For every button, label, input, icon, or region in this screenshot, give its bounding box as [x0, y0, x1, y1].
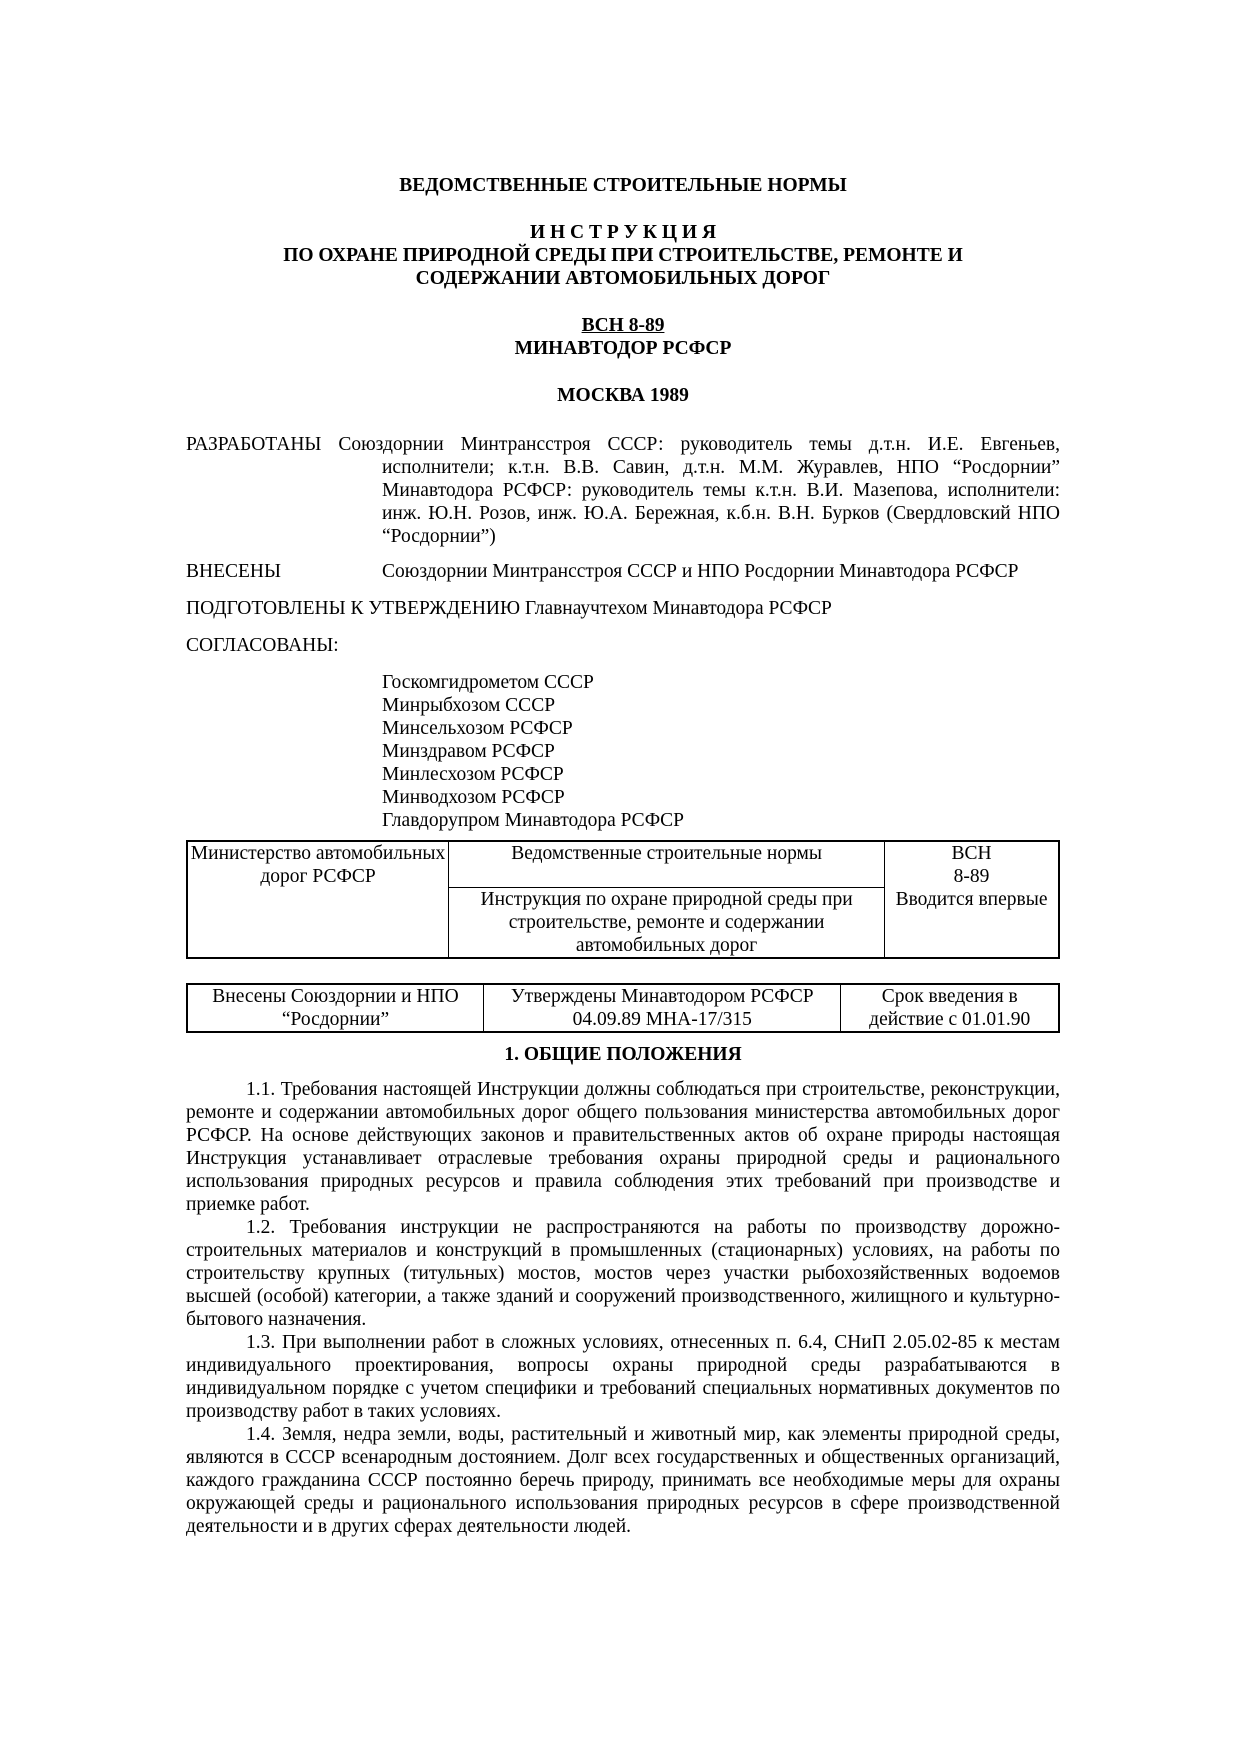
effective-cell: Срок введения в действие с 01.01.90: [841, 984, 1059, 1032]
code-line-2: 8-89: [953, 866, 990, 887]
paragraph: 1.1. Требования настоящей Инструкции должны соблюдаться при строительстве, реконструкции, ремонте и содержании автомобильных дорог общего пользования министерства автомобильных дорог РСФСР. На основе действующих законов и правительственных актов об охране природы настоящая Инструкция устанавливает отраслевые требования охраны природной среды и рационального использования природных ресурсов и правила соблюдения этих требований при производстве и приемке работ.: [186, 1078, 1060, 1215]
developed-text: Союздорнии Минтрансстроя СССР: руководитель темы д.т.н. И.Е. Евгеньев, исполнители; к.т.н. В.В. Савин, д.т.н. М.М. Журавлев, НПО “Росдорнии” Минавтодора РСФСР: руководитель темы к.т.н. В.И. Мазепова, исполнители: инж. Ю.Н. Розов, инж. Ю.А. Бережная, к.б.н. В.Н. Бурков (Свердловский НПО “Росдорнии”): [338, 434, 1061, 547]
prepared-text: ПОДГОТОВЛЕНЫ К УТВЕРЖДЕНИЮ Главнаучтехом Минавтодора РСФСР: [186, 598, 832, 619]
list-item: Главдорупром Минавтодора РСФСР: [382, 810, 684, 831]
approved-line-2: 04.09.89 МНА-17/315: [572, 1008, 752, 1030]
paragraph: 1.3. При выполнении работ в сложных условиях, отнесенных п. 6.4, СНиП 2.05.02-85 к местам индивидуального проектирования, вопросы охраны природной среды разрабатываются в индивидуальном порядке с учетом специфики и требований специальных нормативных документов по производству работ в таких условиях.: [186, 1331, 1060, 1422]
agreed-list: [186, 671, 1060, 832]
list-item: Минлесхозом РСФСР: [382, 764, 564, 785]
document-page: [186, 174, 1060, 1538]
instruction-subtitle-2: СОДЕРЖАНИИ АВТОМОБИЛЬНЫХ ДОРОГ: [415, 268, 831, 289]
submitted-cell: Внесены Союздорнии и НПО “Росдорнии”: [187, 984, 483, 1032]
list-item: Минводхозом РСФСР: [382, 787, 565, 808]
title-table: [186, 840, 1060, 959]
developed-block: [186, 433, 1060, 548]
list-item: Госкомгидрометом СССР: [382, 672, 594, 693]
approval-table: [186, 983, 1060, 1033]
approved-line-1: Утверждены Минавтодором РСФСР: [510, 985, 814, 1007]
submitted-text: Союздорнии Минтрансстроя СССР и НПО Росдорнии Минавтодора РСФСР: [382, 561, 1019, 582]
status-text: Вводится впервые: [895, 889, 1048, 910]
submitted-block: [186, 560, 1060, 583]
code-line-1: ВСН: [951, 843, 992, 864]
instruction-title-cell: Инструкция по охране природной среды при строительстве, ремонте и содержании автомобильных дорог: [449, 887, 885, 958]
ministry-cell: Министерство автомобильных дорог РСФСР: [187, 841, 449, 958]
norms-cell: Ведомственные строительные нормы: [449, 841, 885, 887]
doc-code: ВСН 8-89: [581, 315, 665, 336]
list-item: Минздравом РСФСР: [382, 741, 555, 762]
paragraph: 1.4. Земля, недра земли, воды, растительный и животный мир, как элементы природной среды, являются в СССР всенародным достоянием. Долг всех государственных и общественных организаций, каждого гражданина СССР постоянно беречь природу, принимать все необходимые меры для охраны окружающей среды и рационального использования природных ресурсов в сфере производственной деятельности и в других сферах деятельности людей.: [186, 1423, 1060, 1537]
doc-type-title: ВЕДОМСТВЕННЫЕ СТРОИТЕЛЬНЫЕ НОРМЫ: [399, 175, 847, 196]
instruction-title: И Н С Т Р У К Ц И Я: [529, 222, 717, 243]
doc-org: МИНАВТОДОР РСФСР: [514, 338, 732, 359]
code-cell: [885, 841, 1059, 958]
paragraph: 1.2. Требования инструкции не распространяются на работы по производству дорожно-строительных материалов и конструкций в промышленных (стационарных) условиях, на работы по строительству крупных (титульных) мостов, мостов через участки рыбохозяйственных водоемов высшей (особой) категории, а также зданий и сооружений производственного, жилищного и культурно-бытового назначения.: [186, 1216, 1060, 1330]
list-item: Минсельхозом РСФСР: [382, 718, 573, 739]
approved-cell: [483, 984, 841, 1032]
doc-city-year: МОСКВА 1989: [557, 385, 689, 406]
list-item: Минрыбхозом СССР: [382, 695, 556, 716]
submitted-label: ВНЕСЕНЫ: [186, 561, 282, 582]
developed-label: РАЗРАБОТАНЫ: [186, 434, 322, 455]
agreed-label: СОГЛАСОВАНЫ:: [186, 635, 339, 656]
instruction-subtitle-1: ПО ОХРАНЕ ПРИРОДНОЙ СРЕДЫ ПРИ СТРОИТЕЛЬСТВЕ, РЕМОНТЕ И: [283, 245, 963, 266]
section-heading: 1. ОБЩИЕ ПОЛОЖЕНИЯ: [504, 1043, 742, 1065]
